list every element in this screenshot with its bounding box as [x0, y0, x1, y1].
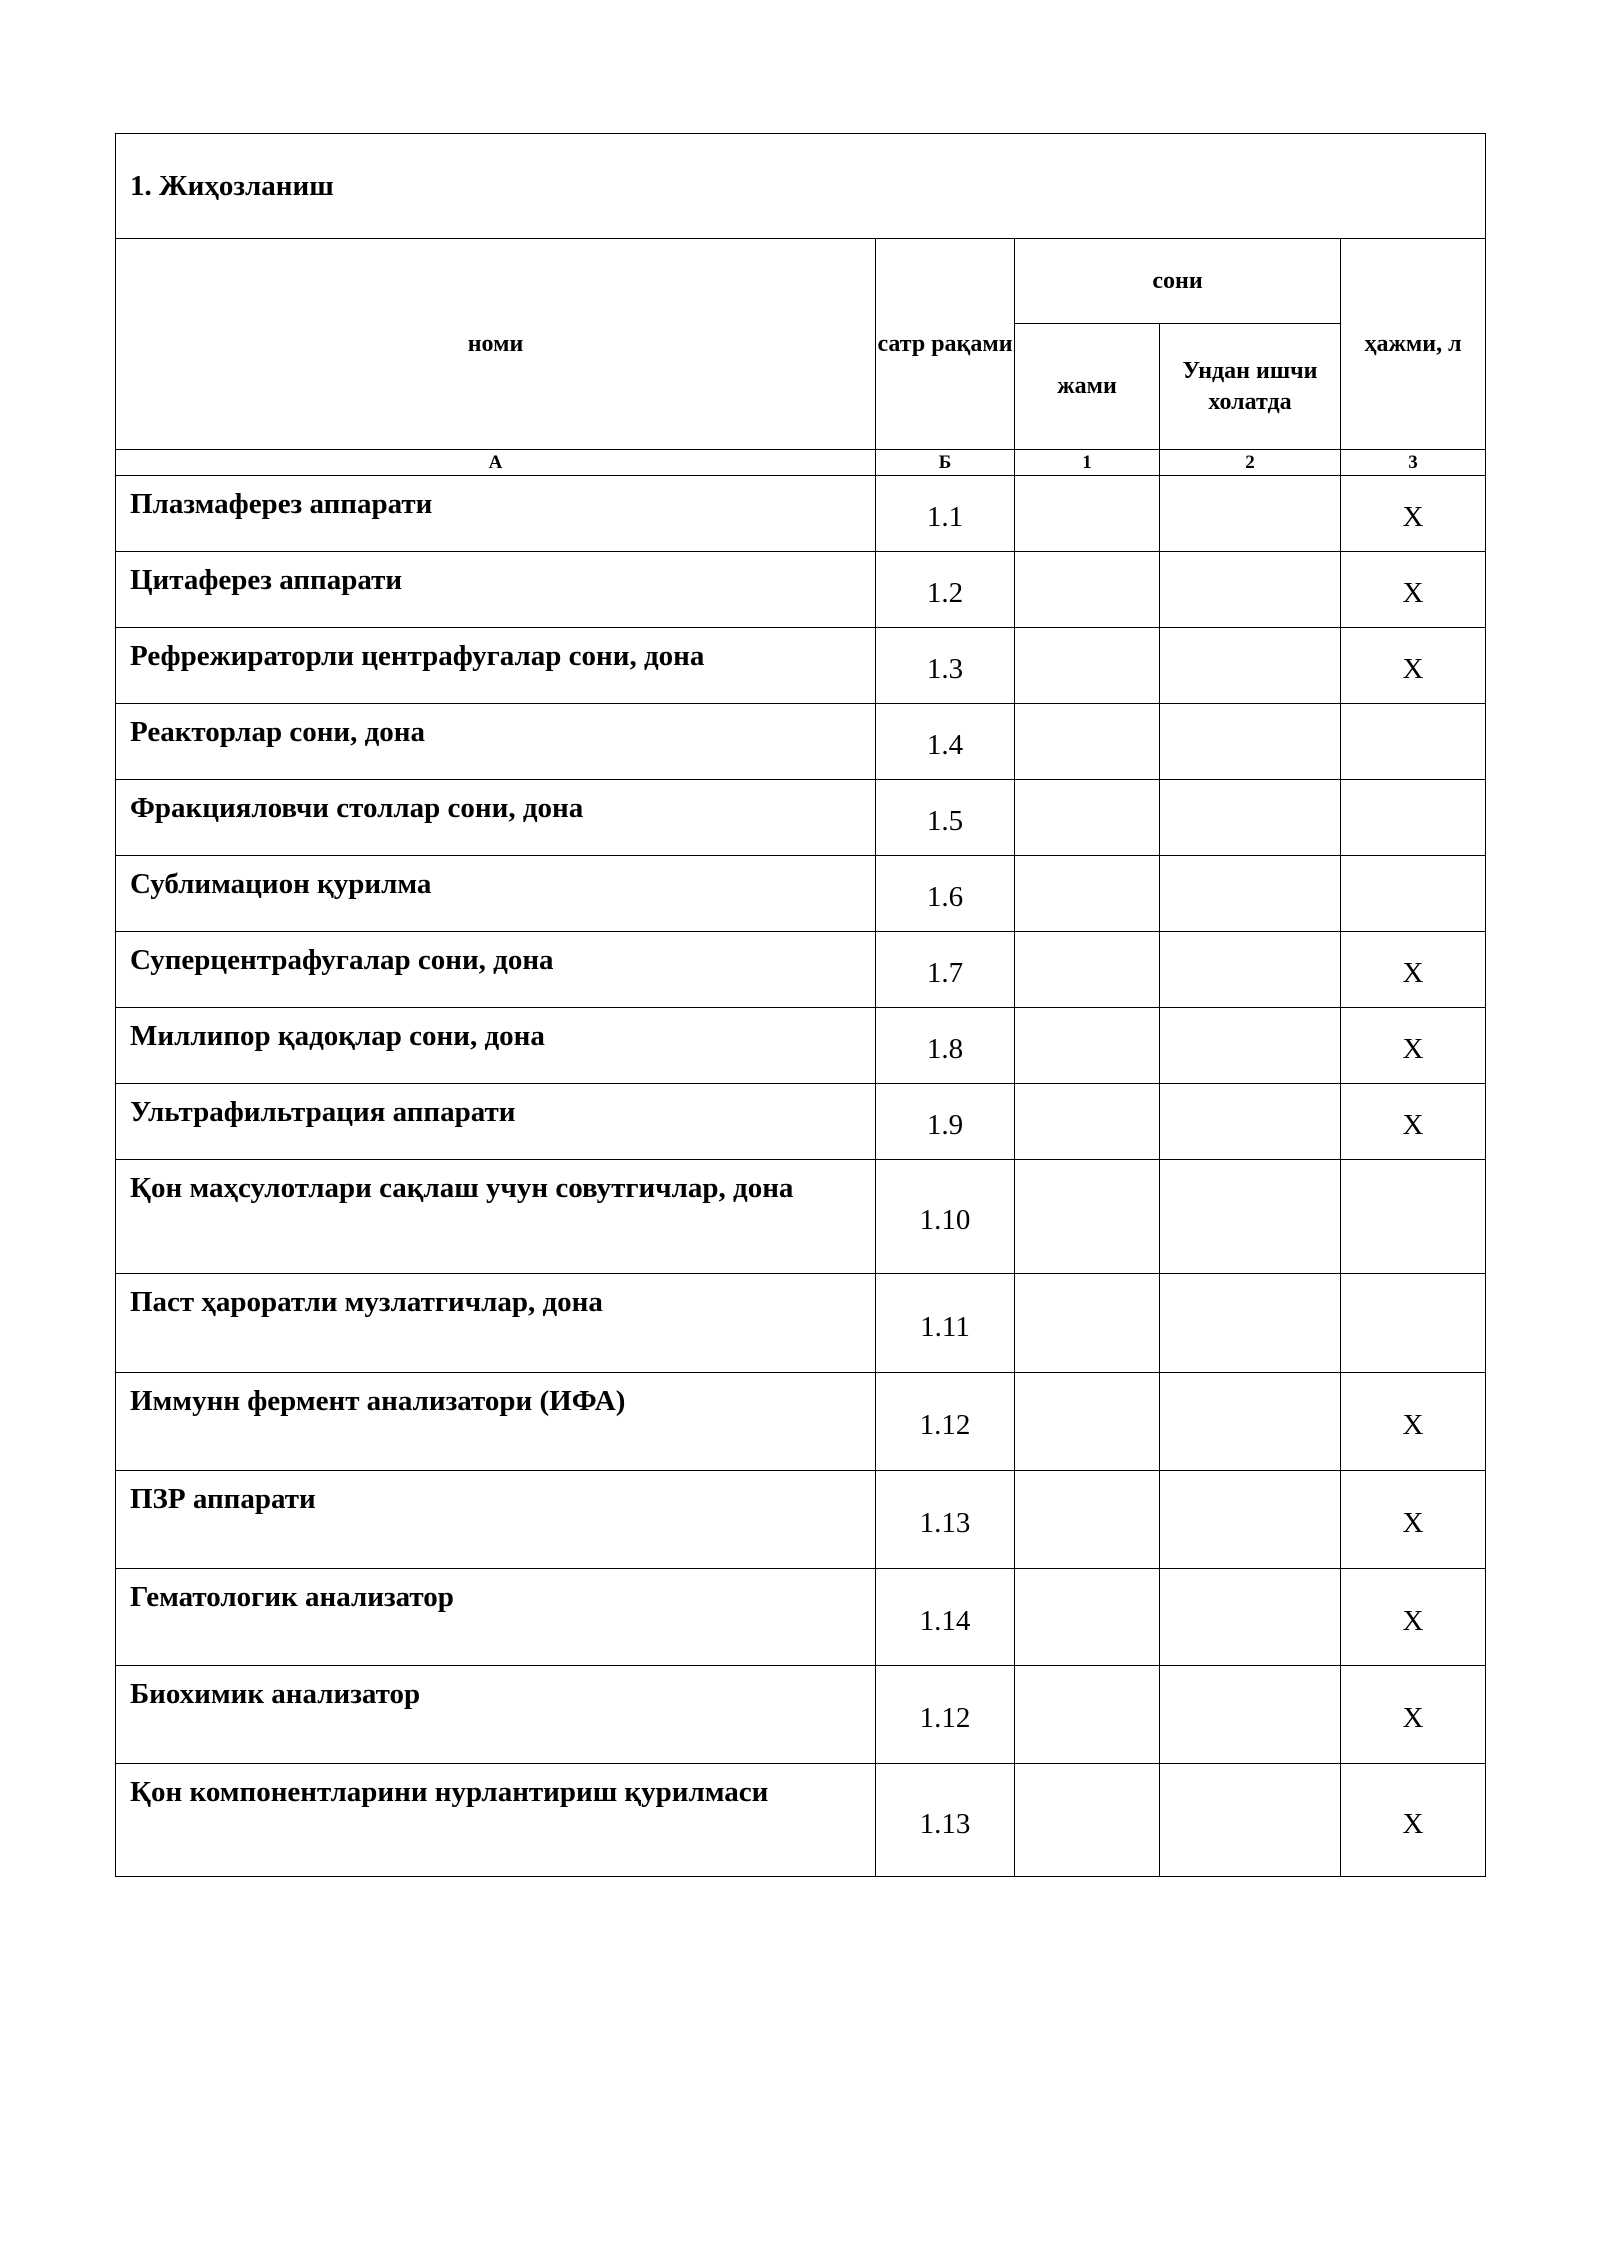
row-name: Гематологик анализатор [116, 1569, 876, 1666]
table-row [116, 780, 1486, 856]
table-row [116, 1666, 1486, 1764]
header-volume: ҳажми, л [1341, 239, 1486, 450]
row-name: ПЗР аппарати [116, 1471, 876, 1569]
row-volume: X [1341, 932, 1486, 1008]
table-row [116, 1084, 1486, 1160]
row-volume: X [1341, 552, 1486, 628]
row-volume [1341, 1274, 1486, 1373]
row-volume: X [1341, 1471, 1486, 1569]
row-working [1160, 932, 1341, 1008]
row-number: 1.14 [876, 1569, 1015, 1666]
table-row [116, 1160, 1486, 1274]
table-row [116, 1569, 1486, 1666]
row-total [1015, 1764, 1160, 1877]
row-number: 1.12 [876, 1666, 1015, 1764]
row-total [1015, 780, 1160, 856]
row-number: 1.6 [876, 856, 1015, 932]
row-working [1160, 476, 1341, 552]
row-number: 1.7 [876, 932, 1015, 1008]
row-volume: X [1341, 1569, 1486, 1666]
row-number: 1.5 [876, 780, 1015, 856]
column-code-3: 3 [1341, 450, 1486, 476]
equipment-table [115, 133, 1486, 1877]
column-code-2: 2 [1160, 450, 1341, 476]
row-name: Суперцентрафугалар сони, дона [116, 932, 876, 1008]
row-name: Фракцияловчи столлар сони, дона [116, 780, 876, 856]
row-name: Биохимик анализатор [116, 1666, 876, 1764]
row-working [1160, 780, 1341, 856]
row-volume [1341, 780, 1486, 856]
row-volume: X [1341, 1373, 1486, 1471]
row-total [1015, 856, 1160, 932]
row-name: Реакторлар сони, дона [116, 704, 876, 780]
row-name: Ультрафильтрация аппарати [116, 1084, 876, 1160]
table-row [116, 1008, 1486, 1084]
row-volume: X [1341, 1764, 1486, 1877]
row-volume: X [1341, 476, 1486, 552]
column-code-a: А [116, 450, 876, 476]
row-volume [1341, 704, 1486, 780]
row-name: Сублимацион қурилма [116, 856, 876, 932]
row-working [1160, 1569, 1341, 1666]
row-name: Қон маҳсулотлари сақлаш учун совутгичлар, дона [116, 1160, 876, 1274]
row-name: Рефрежираторли центрафугалар сони, дона [116, 628, 876, 704]
row-number: 1.3 [876, 628, 1015, 704]
header-name: номи [116, 239, 876, 450]
row-number: 1.12 [876, 1373, 1015, 1471]
table-row [116, 1373, 1486, 1471]
row-working [1160, 1666, 1341, 1764]
table-row [116, 932, 1486, 1008]
table-row [116, 552, 1486, 628]
row-name: Паст ҳароратли музлатгичлар, дона [116, 1274, 876, 1373]
row-total [1015, 1084, 1160, 1160]
row-working [1160, 1274, 1341, 1373]
row-number: 1.11 [876, 1274, 1015, 1373]
row-total [1015, 1274, 1160, 1373]
row-working [1160, 1084, 1341, 1160]
header-count: сони [1015, 239, 1341, 324]
header-working: Ундан ишчи холатда [1160, 324, 1341, 450]
row-working [1160, 552, 1341, 628]
row-volume [1341, 1160, 1486, 1274]
row-total [1015, 932, 1160, 1008]
table-row [116, 856, 1486, 932]
row-volume: X [1341, 1008, 1486, 1084]
row-working [1160, 704, 1341, 780]
row-total [1015, 552, 1160, 628]
section-title: 1. Жиҳозланиш [116, 134, 1486, 239]
row-working [1160, 1160, 1341, 1274]
row-number: 1.10 [876, 1160, 1015, 1274]
row-volume: X [1341, 1084, 1486, 1160]
table-row [116, 1764, 1486, 1877]
row-working [1160, 1373, 1341, 1471]
row-name: Қон компонентларини нурлантириш қурилмаси [116, 1764, 876, 1877]
row-number: 1.4 [876, 704, 1015, 780]
row-name: Плазмаферез аппарати [116, 476, 876, 552]
row-working [1160, 628, 1341, 704]
column-code-1: 1 [1015, 450, 1160, 476]
row-total [1015, 1008, 1160, 1084]
row-name: Цитаферез аппарати [116, 552, 876, 628]
header-row-number: сатр рақами [876, 239, 1015, 450]
row-volume: X [1341, 1666, 1486, 1764]
row-volume: X [1341, 628, 1486, 704]
row-working [1160, 1008, 1341, 1084]
row-working [1160, 1764, 1341, 1877]
row-total [1015, 476, 1160, 552]
row-total [1015, 1471, 1160, 1569]
table-row [116, 628, 1486, 704]
row-volume [1341, 856, 1486, 932]
row-number: 1.13 [876, 1764, 1015, 1877]
row-number: 1.1 [876, 476, 1015, 552]
header-total: жами [1015, 324, 1160, 450]
row-number: 1.13 [876, 1471, 1015, 1569]
row-number: 1.9 [876, 1084, 1015, 1160]
row-name: Иммунн фермент анализатори (ИФА) [116, 1373, 876, 1471]
table-row [116, 704, 1486, 780]
row-number: 1.2 [876, 552, 1015, 628]
column-code-b: Б [876, 450, 1015, 476]
table-row [116, 1274, 1486, 1373]
row-total [1015, 1373, 1160, 1471]
table-row [116, 476, 1486, 552]
row-total [1015, 1160, 1160, 1274]
row-total [1015, 1666, 1160, 1764]
row-number: 1.8 [876, 1008, 1015, 1084]
row-working [1160, 1471, 1341, 1569]
row-total [1015, 628, 1160, 704]
row-total [1015, 1569, 1160, 1666]
row-total [1015, 704, 1160, 780]
row-name: Миллипор қадоқлар сони, дона [116, 1008, 876, 1084]
row-working [1160, 856, 1341, 932]
table-row [116, 1471, 1486, 1569]
